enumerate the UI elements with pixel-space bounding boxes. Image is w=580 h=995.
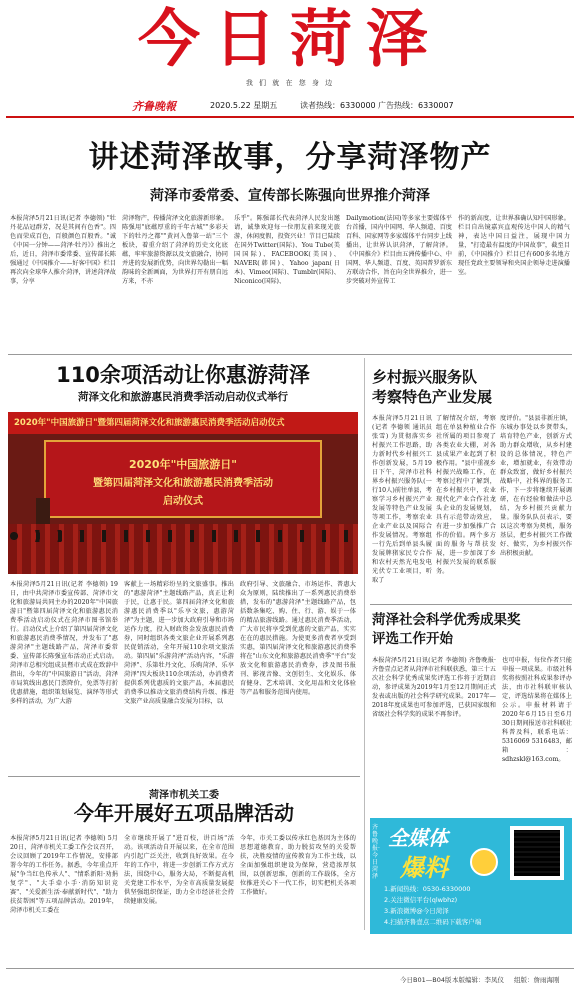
social-headline-1: 菏泽社会科学优秀成果奖 [372,612,521,628]
ad-line-2: 2.关注微信平台(qlwbhz) [384,896,458,904]
ad-line-3: 3.新浪微博@今日菏泽 [384,907,449,915]
rural-col-3: 度评价。"县县非新庄镇，东城办事处以乡贤带头，培育特色产业，创新方式助力群众增收，从乡村建设的总体情况，特色产业，增加就业，有效带动群众致富，做好乡村振兴战略中，社科界的服务工作，下一步将继续开展调研，在有经验和做法中总结，为乡村振兴贡献力量。服务队队员表示，要以这次考察为契机，服务基层，把乡村振兴工作做好、做实，为乡村振兴作出积极贡献。 [500,415,572,557]
social-headline-2: 评选工作开始 [372,631,453,647]
brand-headline: 今年开展好五项品牌活动 [74,801,294,825]
activity-subhead: 菏泽文化和旅游惠民消费季活动启动仪式举行 [78,391,288,403]
reader-hotline: 读者热线：6330000 [300,101,376,110]
masthead-title: 今日菏泽 [137,2,442,75]
lead-col-3: 乐乎"。陈强部长代表菏泽人民发出邀请，诚挚欢迎每一位朋友前来现光旅游，休闲度假，投资兴业！节目已陆续在国外Twitter(国际)、You Tube(美国国际)、FACEBOOK(美国)、NAVER(韩国)、Yahoo japan(日本)、Vimeo(国际)、Tumblr(国际)、Niconico(国际)、 [234,215,340,285]
footer-pages: 今日B01—B04版 [400,976,452,984]
media-ad [370,818,572,934]
footer-editor: 本版编辑：李凤仪 [452,976,504,984]
audience-heads [8,530,358,542]
rural-col-1: 本报菏泽5月21日讯(记者 李德领 通讯员 张雪) 为贯彻落实乡村振兴工作思路，助力新时代乡村振兴工作创新发展，5月19日下午，菏泽市社科界乡村振兴服务队(一行10人)前往单县，考察学习乡村振兴产业发展等特色产业发展等项工作，考察农业企业产业以及国际合作发展情况。考察组一行先后到单县头履发展牌猪家民专合作和农村天然光电发电光伏专工业项目，听取了 [372,415,432,584]
rural-col-2: 了解情况介绍，考察组在单县种植业合作社所属的项目参观了各类农业大棚，对各县成果产业起到了积极作用。"县中重视乡村振兴战略工作，在考察过程中了解到，在乡村振兴中，农业现代化产业合作社龙头企业的发展规划，具有示范带动效应，有进一步加强推广合作的价值。两个多方面的服务与帮扶发展，进一步加深了乡村振兴发展的联系服务。 [436,415,496,575]
ad-line-4: 4.扫描齐鲁壹点二维码下载客户端 [384,918,482,926]
section-divider [8,354,572,355]
brand-col-2: 全市继续开展了"进百校，讲百场"活动。该项活动自开展以来，在全市范围内引起广泛关注，收到良好效果。在今年的工作中，将进一步创新工作方式方法，围绕中心，服务大局，不断提高机关党建工作水平，为全市高质量发展提供坚强组织保证，助力全市经济社会持续健康发展。 [124,835,234,905]
social-col-2: 也可申报，每位作者只能申报一项成果。市级社科奖将按照社科成果参评办法，由市社科联审核认定，评选结果将在媒体上公示。申报材料请于2020年6月15日至6月30日期间报送市社科联社科普及科，联系电话：5316069 5316483，邮箱：sdhzskl@163.com。 [502,657,572,763]
activity-col-2: 客献上一场精彩纷呈的文旅盛事。推出的"惠游菏泽"主题线路产品，真正让利于民，让惠于民。第四届菏泽文化和旅游惠民消费季以"乐享文旅，惠游菏泽"为主题，进一步加大政府引导和市场运作力度，投入财政资金发放惠民消费券，同时组织各类文旅企业开展系列惠民促销活动，全年开展110余项文旅活动。第四届"乐游菏泽"活动内容，"乐游菏泽"、乐第牡丹文化、乐购菏泽、乐享菏泽"四大板块110余项活动，办消费者提供系列优惠质的文旅产品，本届惠民消费季以推动文旅消费结构升级、推进文旅产业高质量融合发展为目标，以 [124,581,234,705]
stage-screen [44,440,322,518]
activity-headline: 110余项活动让你惠游菏泽 [56,363,310,387]
qr-code-icon [510,826,564,880]
footer-designer: 组版：詹雨海刚 [514,976,560,984]
ad-line-1: 1.新闻热线：0530-6330000 [384,885,471,893]
lead-col-2: 菏泽物产，传播菏泽文化旅游新形象。陈强用"底蕴厚重的千年古城""多彩天下的牡丹之都""黄河入鲁第一站"三个板块，着重介绍了菏泽的历史文化底蕴，牢牢旅游资源以及文旅融合，协同并进的发展新优势，向世界勾勒出一幅韵味的全新画面，为世界打开有朋自远方来，不亦 [122,215,228,285]
section-divider-right [370,604,572,605]
ad-hotline: 广告热线：6330007 [378,101,454,110]
mascot-icon [470,848,498,876]
section-divider-bottom [8,776,360,777]
screen-title: 2020年"中国旅游日" [128,458,238,471]
social-col-1: 本报菏泽5月21日讯(记者 李德领) 齐鲁晚报·齐鲁壹点记者从菏泽市社科联获悉，第三十五次社会科学优秀成果奖评选工作将于近期启动，参评成果为2019年1月至12月期间正式发表或出版的社会科学研究成果。2017年—2018年度成果也可参加评选，已获国家级和省级社会科学奖的成果不再参评。 [372,657,496,718]
lead-col-1: 本报菏泽5月21日讯(记者 李德领) "牡丹花品冠群芳，况是其间有色香"。四色而荣成百色，百般颜色百般香。"诚《中国一分钟——菏泽·牡丹》》推出之后，近日，菏泽市委常委、宣传部长陈强通过《中国推介——好客中国》栏目再次向全球华人推介菏泽，讲述菏泽故事，分享 [10,215,116,285]
ad-side-text: 齐鲁晚报·今日菏泽 [372,824,380,880]
issue-date: 2020.5.22 星期五 [210,101,278,110]
masthead-rule [6,116,574,118]
rural-headline-1: 乡村振兴服务队 [372,368,478,386]
footer-rule [6,968,574,969]
brand-col-3: 今年，市关工委以传承红色基因为主体的思想道德教育，助力脱贫攻坚的关爱帮扶，决胜疫情的宣传教育为工作主线，以全面加强组织建设为保障，营造浓厚氛围，以创新思维，创新的工作载体，全方位推进关心下一代工作，切实把机关各项工作做好。 [240,835,356,896]
brand-kicker: 菏泽市机关工委 [149,790,219,801]
lead-col-4: Dailymotion(法国)等多家主要媒体平台首播，国内中国网、华人频道、百度百科、国家网等多家媒体平台同步上线播出，让世界认识菏泽，了解菏泽。《中国推介》栏目由五洲传播中心、中国网、华人频道、百度、英国普罗新东方联动合作，旨在向全世界推介，进一步突破对外宣传工 [346,215,452,285]
lead-subhead: 菏泽市委常委、宣传部长陈强向世界推介菏泽 [150,188,430,204]
screen-line-3: 启动仪式 [163,496,203,507]
photo-banner: 2020年"中国旅游日"暨第四届菏泽文化和旅游惠民消费季活动启动仪式 [8,412,358,434]
rural-headline-2: 考察特色产业发展 [372,388,493,406]
column-divider [364,358,365,930]
activity-col-3: 政府引导、文旅融合、市场运作、普惠大众为原则，陆续推出了一系列惠民消费举措，发布的"惠游菏泽"主题线路产品，包括数条集吃、购、住、行、游、娱于一体的精品旅游线路。通过惠民消费季活动，广大市民将享受到优惠的文旅产品，实实在在的惠民措施。为使更多消费者享受到实惠，第四届菏泽文化和旅游惠民消费季将在"山东文化和旅游惠民消费季"平台"发放文化和旅游惠民消费券，涉及图书报刊、影视音像、文创衍生、文化娱乐、体育健身、艺术培训、文化用品和文化体验等产品和服务范围内使用。 [240,581,356,696]
masthead-slogan: 我 们 就 在 您 身 边 [245,79,335,87]
screen-line-2: 暨第四届菏泽文化和旅游惠民消费季活动 [93,478,273,489]
event-photo [8,412,358,574]
ad-lines [384,884,534,928]
ad-title-1: 全媒体 [388,826,448,850]
lead-col-5: 作的新高度，让世界准确认知中国形象。栏目自出镜嘉宾直观传达中国人的精气神，表达中国日益注，展现中国力量，"打造最有温度的中国故事"，截至目前，《中国推介》栏目已有600多名地方现任党政主要领导和央国企领导走进演播室。 [458,215,570,276]
activity-col-1: 本报菏泽5月21日讯(记者 李德领) 19日，由中共菏泽市委宣传部、菏泽市文化和旅游局共同主办的2020年"中国旅游日"暨第四届菏泽文化和旅游惠民消费季活动启动仪式在菏泽市图书馆举行。启动仪式上介绍了第四届菏泽文化和旅游惠民消费季情况，并发布了"惠游菏泽"主题线路产品，菏泽市委常委、宣传部长陈强宣布活动正式启动。菏泽市总相究组成员暨市式成在致辞中指出，今年的"中国旅游日"活动，菏泽市局筑线出惠民门票降价，免票等打折优惠措施，组织策划展览、演绎等形式多样的活动，为广大游 [10,581,118,705]
lead-headline: 讲述菏泽故事，分享菏泽物产 [88,140,492,175]
masthead [0,0,580,120]
brand-col-1: 本报菏泽5月21日讯(记者 李德领) 5月20日，菏泽市机关工委工作会议召开，会议回顾了2019年工作情况，安排部署今年的工作任务。据悉，今年重点开展"争当红色传承人"、"情系新阳·劝捐复学"、"大手牵小手·消防知识竞赛"、"关爱新生活·奉献新时代"、"助力扶贫帮困"等五项品牌活动。2019年，菏泽市机关工委在 [10,835,118,914]
ad-title-2: 爆料 [400,854,448,882]
paper-logo: 齐鲁晚報 [132,100,176,113]
